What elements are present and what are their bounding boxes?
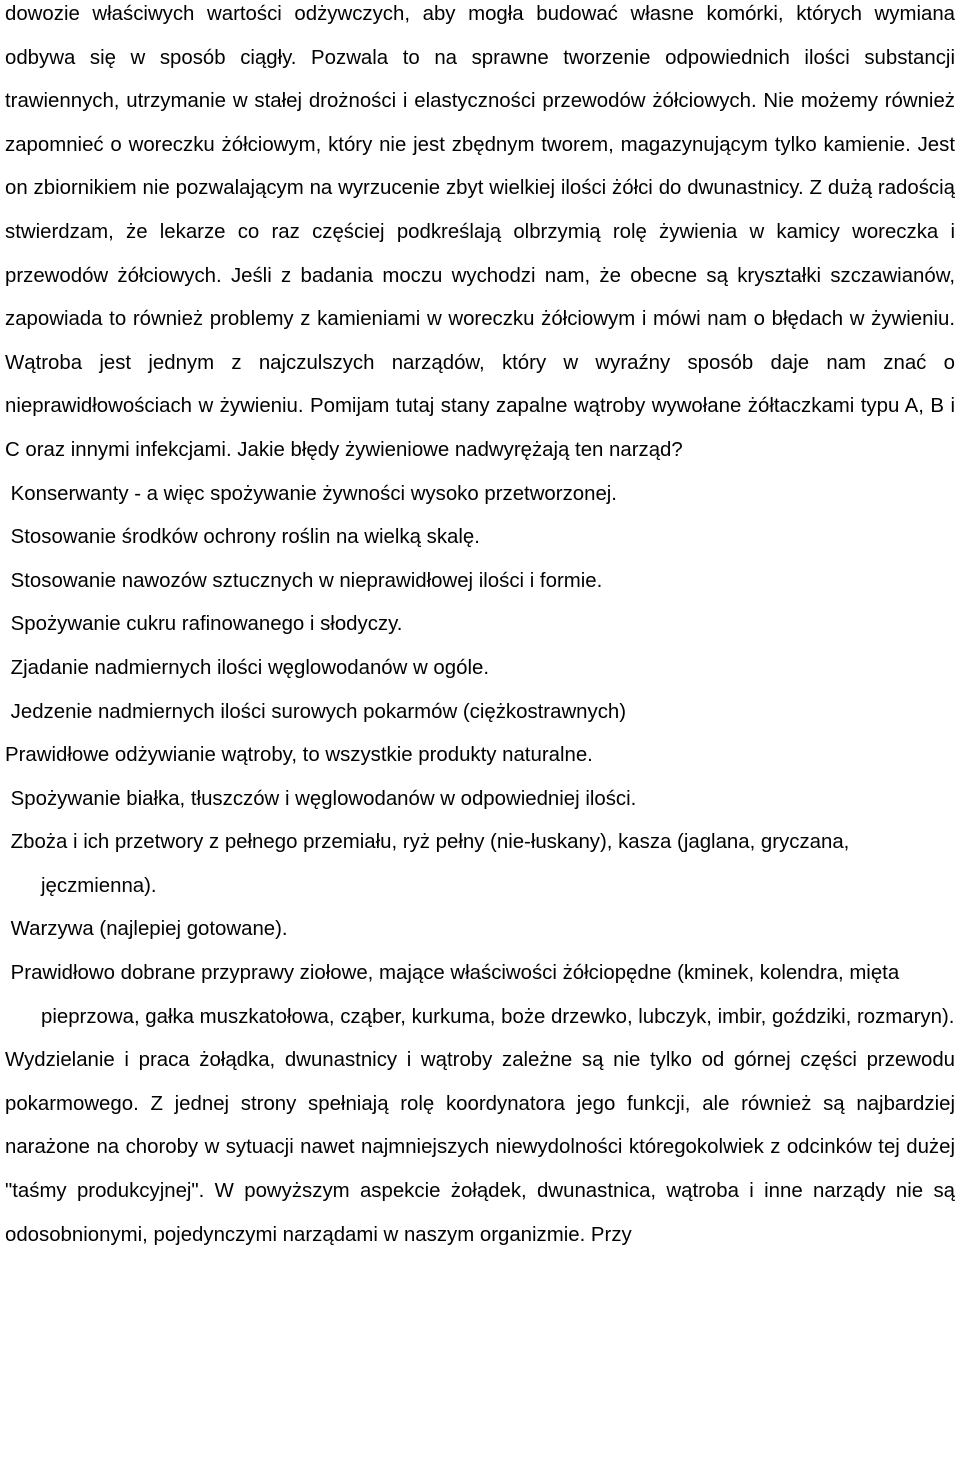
list-item <box>5 560 955 604</box>
list-item <box>5 952 955 1039</box>
list-item-text: Spożywanie cukru rafinowanego i słodyczy. <box>10 613 403 636</box>
list-item <box>5 691 955 735</box>
list-item-text: Jedzenie nadmiernych ilości surowych pokarmów (ciężkostrawnych) <box>10 700 627 723</box>
list-item <box>5 603 955 647</box>
list-item-text: Zjadanie nadmiernych ilości węglowodanów w ogóle. <box>10 656 489 679</box>
list-item-text: Konserwanty - a więc spożywanie żywności wysoko przetworzonej. <box>10 482 617 505</box>
list-item-text: Zboża i ich przetwory z pełnego przemiału, ryż pełny (nie-łuskany), kasza (jaglana, gryczana, jęczmienna). <box>10 831 850 897</box>
list-item <box>5 473 955 517</box>
list-item-text: Prawidłowo dobrane przyprawy ziołowe, mające właściwości żółciopędne (kminek, kolendra, mięta pieprzowa, gałka muszkatołowa, cząber, kurkuma, boże drzewko, lubczyk, imbir, goździki, rozmaryn). <box>10 962 955 1028</box>
list-item-text: Spożywanie białka, tłuszczów i węglowodanów w odpowiedniej ilości. <box>10 787 637 810</box>
paragraph-digestive-organs: Wydzielanie i praca żołądka, dwunastnicy i wątroby zależne są nie tylko od górnej części przewodu pokarmowego. Z jednej strony spełniają rolę koordynatora jego funkcji, ale również są najbardziej narażone na choroby w sytuacji nawet najmniejszych niewydolności któregokolwiek z odcinków tej dużej "taśmy produkcyjnej". W powyższym aspekcie żołądek, dwunastnica, wątroba i inne narządy nie są odosobnionymi, pojedynczymi narządami w naszym organizmie. Przy <box>5 1049 955 1246</box>
list-item <box>5 778 955 822</box>
list-item <box>5 908 955 952</box>
harmful-factors-list <box>5 473 955 735</box>
list-item-text: Stosowanie środków ochrony roślin na wielką skalę. <box>10 526 480 549</box>
list-item <box>5 516 955 560</box>
proper-nutrition-list <box>5 778 955 1040</box>
list-item <box>5 821 955 908</box>
list-item <box>5 647 955 691</box>
paragraph-proper-nutrition-intro: Prawidłowe odżywianie wątroby, to wszystkie produkty naturalne. <box>5 744 593 767</box>
paragraph-liver-nutrition: dowozie właściwych wartości odżywczych, aby mogła budować własne komórki, których wymiana odbywa się w sposób ciągły. Pozwala to na sprawne tworzenie odpowiednich ilości substancji trawiennych, utrzymanie w stałej drożności i elastyczności przewodów żółciowych. Nie możemy również zapomnieć o woreczku żółciowym, który nie jest zbędnym tworem, magazynującym tylko kamienie. Jest on zbiornikiem nie pozwalającym na wyrzucenie zbyt wielkiej ilości żółci do dwunastnicy. Z dużą radością stwierdzam, że lekarze co raz częściej podkreślają olbrzymią rolę żywienia w kamicy woreczka i przewodów żółciowych. Jeśli z badania moczu wychodzi nam, że obecne są kryształki szczawianów, zapowiada to również problemy z kamieniami w woreczku żółciowym i mówi nam o błędach w żywieniu. Wątroba jest jednym z najczulszych narządów, który w wyraźny sposób daje nam znać o nieprawidłowościach w żywieniu. Pomijam tutaj stany zapalne wątroby wywołane żółtaczkami typu A, B i C oraz innymi infekcjami. Jakie błędy żywieniowe nadwyrężają ten narząd? <box>5 3 955 461</box>
list-item-text: Stosowanie nawozów sztucznych w nieprawidłowej ilości i formie. <box>10 569 603 592</box>
document-page <box>5 0 955 1257</box>
list-item-text: Warzywa (najlepiej gotowane). <box>10 918 288 941</box>
